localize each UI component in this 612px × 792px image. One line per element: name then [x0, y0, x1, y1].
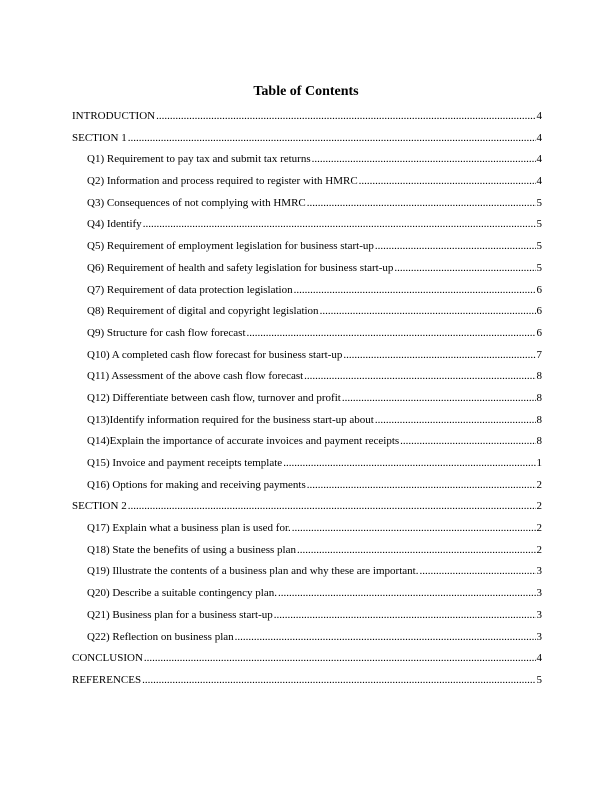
toc-entry[interactable]	[72, 522, 542, 544]
toc-entry-page: 6	[536, 326, 542, 339]
toc-entry-text: Q22) Reflection on business plan	[87, 630, 234, 643]
toc-dot-leader	[307, 479, 536, 492]
toc-entry[interactable]	[72, 327, 542, 349]
toc-entry-text: Q5) Requirement of employment legislation for business start-up	[87, 240, 374, 253]
toc-entry-page: 3	[536, 608, 542, 621]
toc-entry-page: 4	[536, 175, 542, 188]
table-of-contents	[72, 110, 542, 696]
toc-dot-leader	[320, 305, 536, 318]
toc-dot-leader	[128, 132, 536, 145]
toc-entry-text: Q21) Business plan for a business start-up	[87, 608, 273, 621]
toc-entry-page: 2	[536, 478, 542, 491]
toc-entry[interactable]	[72, 479, 542, 501]
toc-dot-leader	[235, 631, 536, 644]
toc-entry-text: Q11) Assessment of the above cash flow forecast	[87, 370, 304, 383]
toc-entry-text: Q16) Options for making and receiving payments	[87, 478, 306, 491]
toc-entry-page: 1	[536, 457, 542, 469]
toc-entry-text: Q1) Requirement to pay tax and submit tax returns	[87, 153, 311, 166]
toc-entry-text: Q3) Consequences of not complying with HMRC	[87, 196, 306, 209]
toc-entry-text: Q15) Invoice and payment receipts template	[87, 457, 283, 469]
toc-entry-text: Q12) Differentiate between cash flow, turnover and profit	[87, 391, 341, 404]
toc-entry[interactable]	[72, 240, 542, 262]
toc-dot-leader	[342, 392, 536, 405]
toc-entry-page: 3	[536, 565, 542, 578]
toc-entry[interactable]	[72, 110, 542, 132]
toc-entry[interactable]	[72, 153, 542, 175]
toc-dot-leader	[400, 435, 535, 448]
toc-entry-text: SECTION 2	[72, 500, 127, 513]
toc-dot-leader	[359, 175, 536, 188]
toc-entry-page: 2	[536, 522, 542, 535]
toc-entry-page: 5	[536, 261, 542, 274]
toc-dot-leader	[143, 218, 536, 231]
toc-entry-text: Q2) Information and process required to register with HMRC	[87, 175, 358, 188]
toc-entry[interactable]	[72, 392, 542, 414]
toc-entry-page: 4	[536, 652, 542, 665]
toc-title: Table of Contents	[253, 84, 359, 99]
toc-dot-leader	[312, 153, 536, 166]
toc-entry-page: 5	[536, 673, 542, 686]
toc-dot-leader	[307, 197, 536, 210]
toc-entry-text: Q19) Illustrate the contents of a business plan and why these are important.	[87, 565, 419, 578]
toc-entry-text: Q6) Requirement of health and safety legislation for business start-up	[87, 261, 394, 274]
toc-entry-page: 2	[536, 543, 542, 556]
toc-entry[interactable]	[72, 435, 542, 457]
toc-entry[interactable]	[72, 262, 542, 284]
toc-entry-page: 3	[536, 630, 542, 643]
toc-dot-leader	[128, 500, 536, 513]
toc-entry[interactable]	[72, 631, 542, 653]
toc-entry-page: 4	[536, 131, 542, 144]
toc-dot-leader	[375, 240, 536, 253]
toc-entry-text: Q14)Explain the importance of accurate invoices and payment receipts	[87, 435, 400, 448]
toc-entry-text: CONCLUSION	[72, 652, 143, 665]
toc-entry-text: Q4) Identify	[87, 218, 142, 231]
toc-dot-leader	[156, 110, 535, 123]
toc-entry-text: Q9) Structure for cash flow forecast	[87, 326, 246, 339]
toc-entry[interactable]	[72, 349, 542, 371]
toc-entry-page: 4	[536, 153, 542, 166]
toc-entry-text: Q13)Identify information required for the business start-up about	[87, 413, 374, 426]
toc-entry-text: SECTION 1	[72, 131, 127, 144]
toc-entry[interactable]	[72, 132, 542, 154]
toc-entry[interactable]	[72, 500, 542, 522]
toc-entry-page: 7	[536, 348, 542, 361]
toc-entry-text: Q20) Describe a suitable contingency plan.	[87, 587, 277, 600]
toc-entry-page: 8	[536, 370, 542, 383]
toc-entry-page: 6	[536, 305, 542, 318]
toc-entry[interactable]	[72, 674, 542, 696]
toc-entry[interactable]	[72, 457, 542, 479]
toc-entry-text: Q7) Requirement of data protection legislation	[87, 283, 293, 296]
toc-dot-leader	[274, 609, 536, 622]
toc-entry[interactable]	[72, 218, 542, 240]
toc-entry-page: 5	[536, 240, 542, 253]
toc-entry-page: 4	[536, 110, 542, 122]
toc-dot-leader	[142, 674, 535, 687]
toc-dot-leader	[375, 414, 536, 427]
toc-entry-text: Q8) Requirement of digital and copyright legislation	[87, 305, 319, 318]
toc-dot-leader	[294, 284, 536, 297]
toc-entry[interactable]	[72, 414, 542, 436]
toc-entry-text: Q17) Explain what a business plan is used for.	[87, 522, 291, 535]
toc-entry-page: 8	[536, 391, 542, 404]
toc-dot-leader	[297, 544, 536, 557]
toc-entry-page: 6	[536, 283, 542, 296]
toc-dot-leader	[144, 652, 536, 665]
toc-entry[interactable]	[72, 652, 542, 674]
toc-dot-leader	[283, 457, 535, 470]
toc-entry[interactable]	[72, 197, 542, 219]
toc-entry-page: 8	[536, 435, 542, 448]
toc-dot-leader	[343, 349, 535, 362]
toc-entry-page: 5	[536, 196, 542, 209]
toc-entry[interactable]	[72, 587, 542, 609]
toc-entry[interactable]	[72, 544, 542, 566]
toc-dot-leader	[304, 370, 535, 383]
toc-entry-text: Q18) State the benefits of using a business plan	[87, 543, 296, 556]
toc-entry-page: 8	[536, 413, 542, 426]
toc-entry-text: REFERENCES	[72, 673, 142, 686]
toc-dot-leader	[292, 522, 536, 535]
toc-dot-leader	[394, 262, 535, 275]
toc-entry[interactable]	[72, 565, 542, 587]
toc-entry-page: 2	[536, 500, 542, 513]
toc-dot-leader	[419, 565, 535, 578]
toc-dot-leader	[247, 327, 536, 340]
toc-entry[interactable]	[72, 305, 542, 327]
toc-entry[interactable]	[72, 370, 542, 392]
toc-entry[interactable]	[72, 284, 542, 306]
toc-entry-text: Q10) A completed cash flow forecast for business start-up	[87, 348, 343, 361]
toc-entry-text: INTRODUCTION	[72, 110, 156, 122]
toc-entry[interactable]	[72, 609, 542, 631]
toc-entry-page: 3	[536, 587, 542, 600]
toc-dot-leader	[278, 587, 536, 600]
toc-entry[interactable]	[72, 175, 542, 197]
toc-entry-page: 5	[536, 218, 542, 231]
